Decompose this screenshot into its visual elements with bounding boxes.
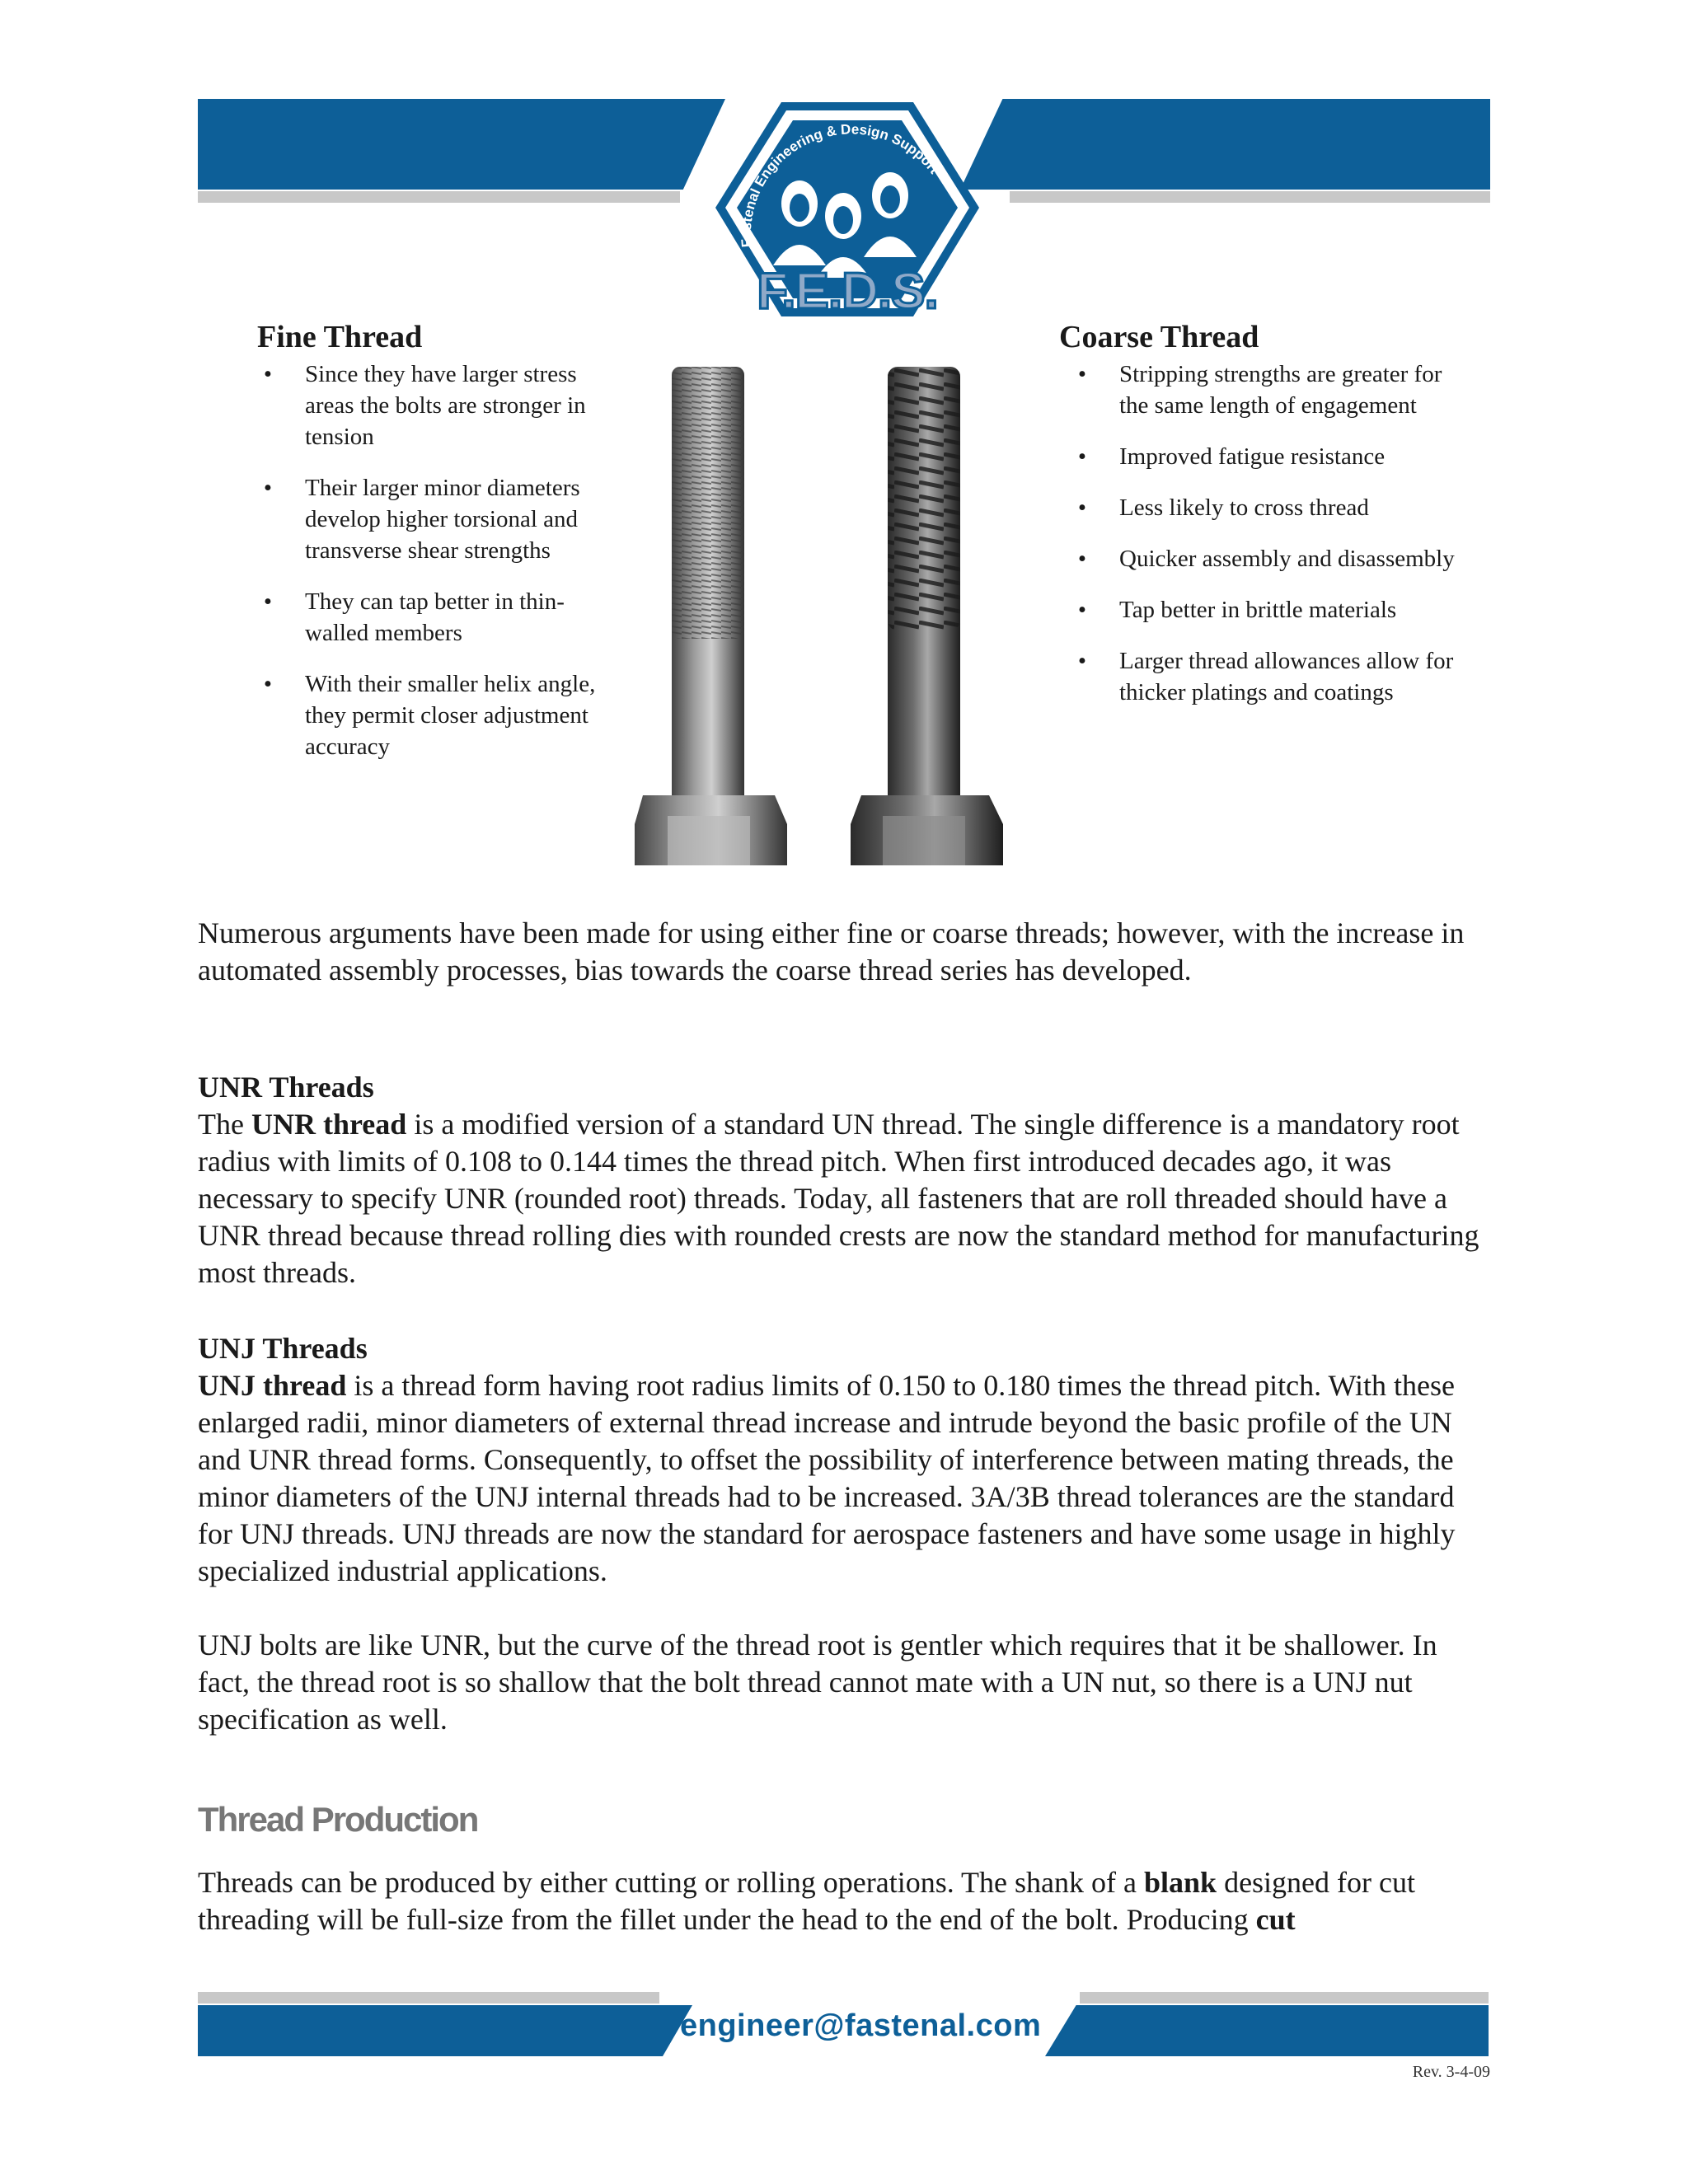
list-item: • Tap better in brittle materials — [1077, 597, 1397, 623]
footer-bar-right — [1045, 2005, 1489, 2056]
unj-heading: UNJ Threads — [198, 1332, 368, 1365]
list-item: • Improved fatigue resistance — [1077, 443, 1386, 470]
svg-text:Fastenal Engineering & Design: Fastenal Engineering & Design Support — [738, 121, 943, 248]
list-item: • Since they have larger stress areas the bolts are stronger in tension — [263, 361, 586, 450]
feds-logo — [707, 92, 987, 323]
revision-label: Rev. 3-4-09 — [1412, 2063, 1490, 2081]
bolts-photo — [622, 354, 1018, 882]
footer-stripe-right — [1080, 1992, 1489, 2004]
fine-thread-list — [256, 359, 610, 762]
list-item: • Larger thread allowances allow for thicker platings and coatings — [1077, 648, 1454, 705]
coarse-thread-list — [1070, 359, 1455, 708]
list-item: • Less likely to cross thread — [1077, 494, 1369, 521]
header-stripe-right — [1010, 191, 1490, 203]
fine-thread-bolt — [635, 367, 787, 865]
unr-heading: UNR Threads — [198, 1071, 374, 1104]
list-item: • Stripping strengths are greater for the same length of engagement — [1077, 361, 1442, 419]
thread-production-heading: Thread Production — [198, 1800, 478, 1839]
list-item: • Quicker assembly and disassembly — [1077, 546, 1455, 572]
coarse-thread-bolt — [851, 367, 1003, 865]
footer-bar-left — [198, 2005, 692, 2056]
unr-section — [198, 1069, 1492, 1291]
fine-thread-section — [256, 319, 610, 782]
coarse-thread-title: Coarse Thread — [1059, 320, 1259, 354]
unj-paragraph-2: UNJ bolts are like UNR, but the curve of the thread root is gentler which requires that it be shallower. In fact, the thread root is so shallow that the bolt thread cannot mate with a UN nut, so there is a UNJ nut specification as well. — [198, 1629, 1437, 1736]
intro-paragraph: Numerous arguments have been made for using either fine or coarse threads; however, with the increase in automated assembly processes, bias towards the coarse thread series has developed. — [198, 916, 1465, 987]
thread-production-paragraph: Threads can be produced by either cutting or rolling operations. The shank of a blank designed for cut threading will be full-size from the fillet under the head to the end of the bolt. Producing cut — [198, 1866, 1415, 1936]
fine-thread-title: Fine Thread — [257, 320, 423, 354]
feds-logo-acronym: F.E.D.S. — [757, 263, 938, 320]
list-item: • They can tap better in thin-walled members — [263, 588, 565, 646]
header-stripe-left — [198, 191, 680, 203]
footer-stripe-left — [198, 1992, 659, 2004]
unj-paragraph: UNJ thread is a thread form having root radius limits of 0.150 to 0.180 times the thread pitch. With these enlarged radii, minor diameters of external thread increase and intrude beyond the basic profile of the UN and UNR thread forms. Consequently, to offset the possibility of interference between mating threads, the minor diameters of the UNJ internal threads had to be increased. 3A/3B thread tolerances are the standard for UNJ threads. UNJ threads are now the standard for aerospace fasteners and have some usage in highly specialized industrial applications. — [198, 1369, 1456, 1587]
unj-section — [198, 1330, 1484, 1738]
contact-email-link[interactable]: engineer@fastenal.com — [680, 2008, 1042, 2043]
header-bar-right — [960, 99, 1490, 190]
coarse-thread-section — [1059, 319, 1455, 728]
unr-paragraph: The UNR thread is a modified version of a standard UN thread. The single difference is a mandatory root radius with limits of 0.108 to 0.144 times the thread pitch. When first introduced decades ago, it was necessary to specify UNR (rounded root) threads. Today, all fasteners that are roll threaded should have a UNR thread because thread rolling dies with rounded crests are now the standard method for manufacturing most threads. — [198, 1108, 1479, 1289]
list-item: • With their smaller helix angle, they permit closer adjustment accuracy — [263, 671, 596, 760]
list-item: • Their larger minor diameters develop higher torsional and transverse shear strengths — [263, 475, 580, 564]
header-bar-left — [198, 99, 725, 190]
